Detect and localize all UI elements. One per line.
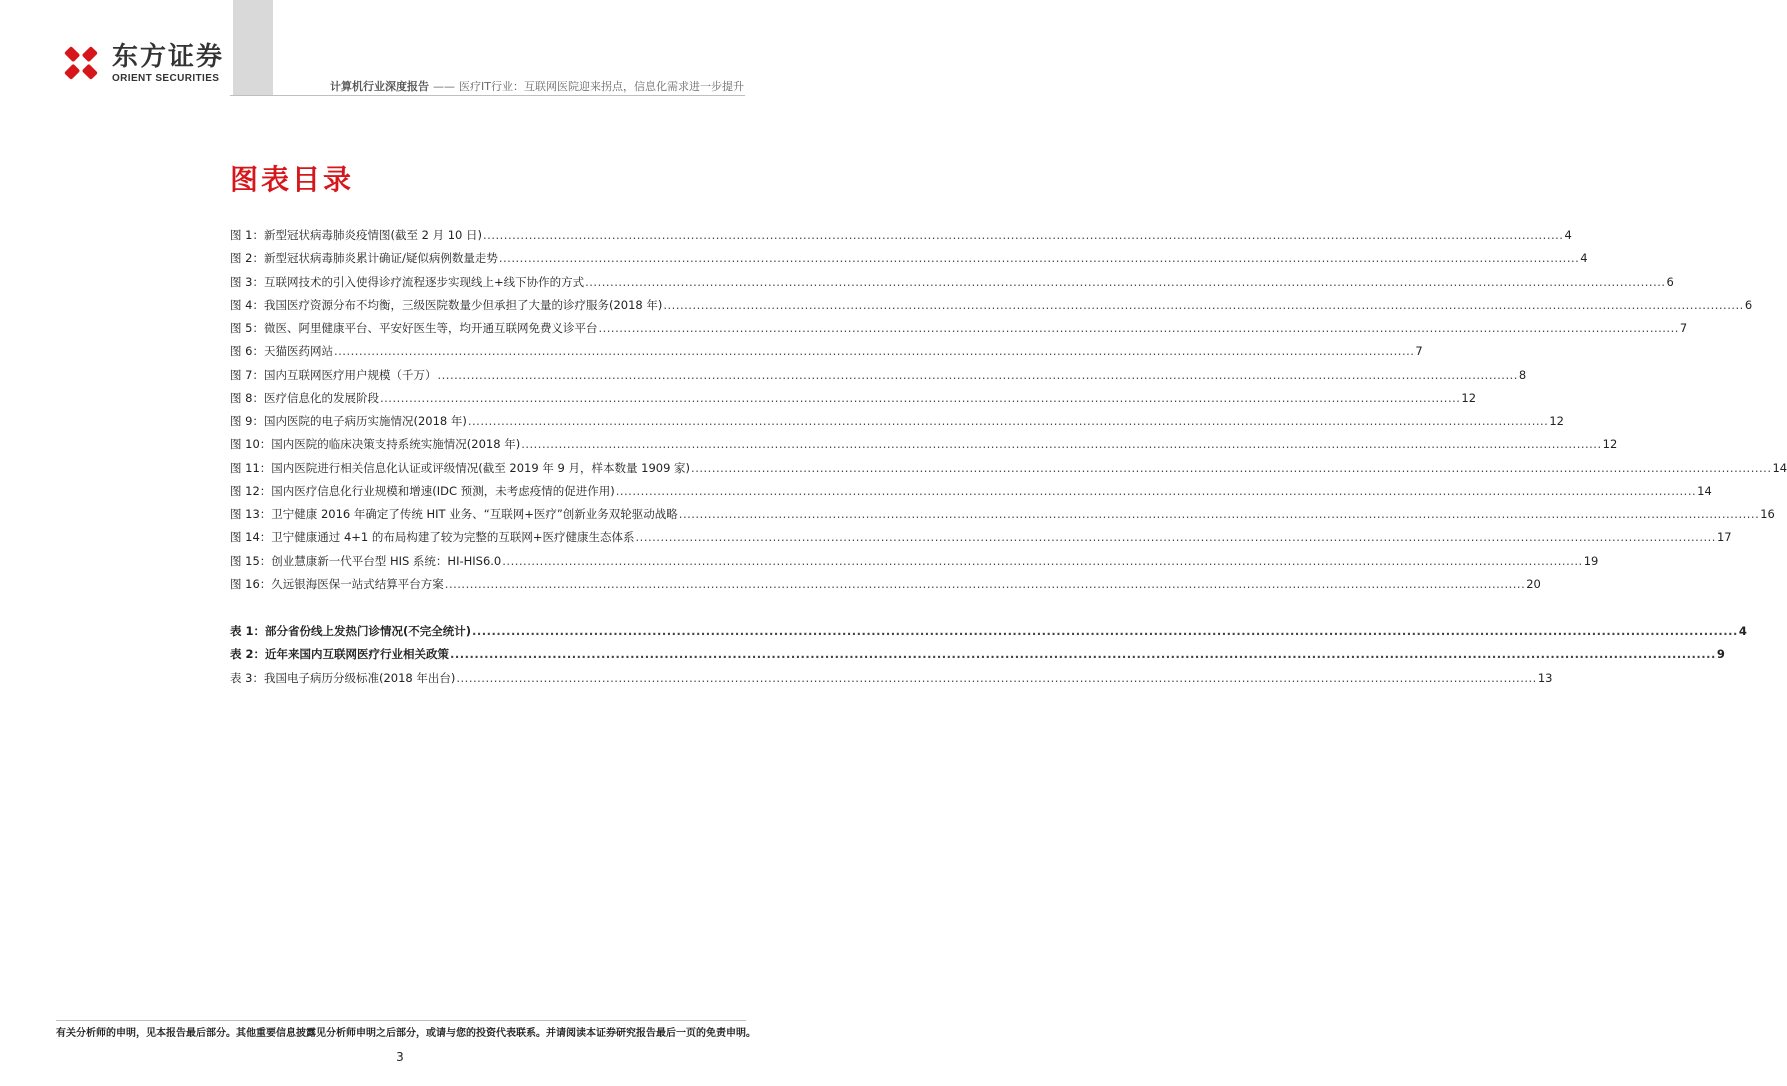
toc-entry-page: 14 [1772, 460, 1787, 475]
toc-entry-page: 9 [1716, 647, 1725, 662]
toc-leader-dots: .................................................................................................................................................................................................................................................................... [467, 414, 1549, 428]
table-list [230, 620, 1747, 690]
toc-entry[interactable] [230, 294, 1753, 317]
toc-entry[interactable] [230, 526, 1732, 549]
toc-entry-page: 7 [1679, 321, 1688, 335]
toc-entry-label: 图 10：国内医院的临床决策支持系统实施情况(2018 年) [230, 437, 521, 452]
toc-entry-page: 12 [1602, 437, 1618, 452]
report-header [330, 78, 744, 94]
toc-entry-label: 图 13：卫宁健康 2016 年确定了传统 HIT 业务、“互联网+医疗”创新业务双轮驱动战略 [230, 507, 678, 521]
toc-entry-label: 图 16：久远银海医保一站式结算平台方案 [230, 576, 444, 591]
toc-entry-label: 表 1：部分省份线上发热门诊情况(不完全统计) [230, 624, 472, 638]
toc-leader-dots: .................................................................................................................................................................................................................................................................... [615, 483, 1697, 498]
toc-leader-dots: .................................................................................................................................................................................................................................................................... [437, 367, 1518, 382]
toc-entry-page: 12 [1461, 390, 1477, 405]
toc-leader-dots: .................................................................................................................................................................................................................................................................... [450, 647, 1716, 662]
toc-entry-page: 13 [1537, 670, 1553, 685]
toc-entry[interactable] [230, 340, 1423, 363]
toc-entry-page: 16 [1760, 507, 1775, 521]
page-number: 3 [396, 1050, 404, 1064]
toc-entry[interactable] [230, 317, 1688, 340]
toc-entry[interactable] [230, 620, 1747, 643]
toc-entry-label: 图 4：我国医疗资源分布不均衡，三级医院数量少但承担了大量的诊疗服务(2018 年) [230, 297, 663, 312]
toc-leader-dots: .................................................................................................................................................................................................................................................................... [691, 460, 1772, 475]
toc-entry[interactable] [230, 387, 1477, 410]
toc-leader-dots: .................................................................................................................................................................................................................................................................... [379, 390, 1461, 405]
toc-entry-label: 图 2：新型冠状病毒肺炎累计确证/疑似病例数量走势 [230, 251, 498, 266]
toc-entry[interactable] [230, 457, 1787, 480]
toc-leader-dots: .................................................................................................................................................................................................................................................................... [498, 251, 1580, 266]
toc-entry-label: 图 3：互联网技术的引入使得诊疗流程逐步实现线上+线下协作的方式 [230, 274, 585, 289]
toc-leader-dots: .................................................................................................................................................................................................................................................................... [333, 344, 1415, 359]
header-rule [230, 95, 745, 96]
toc-entry-page: 8 [1518, 367, 1527, 382]
toc-entry[interactable] [230, 433, 1618, 456]
list-gap [230, 596, 742, 620]
report-type: 计算机行业深度报告 [330, 80, 430, 93]
toc-leader-dots: .................................................................................................................................................................................................................................................................... [663, 297, 1744, 312]
toc-entry[interactable] [230, 364, 1527, 387]
toc-entry-page: 20 [1526, 576, 1541, 591]
toc-entry[interactable] [230, 410, 1564, 433]
figure-list [230, 224, 1787, 596]
footer-rule [56, 1020, 746, 1021]
toc-leader-dots: .................................................................................................................................................................................................................................................................... [472, 624, 1738, 638]
page-title: 图表目录 [230, 163, 355, 196]
footer-disclaimer: 有关分析师的申明，见本报告最后部分。其他重要信息披露见分析师申明之后部分，或请与您的投资代表联系。并请阅读本证券研究报告最后一页的免责申明。 [56, 1028, 756, 1039]
toc-entry-page: 6 [1666, 274, 1674, 289]
toc-leader-dots: .................................................................................................................................................................................................................................................................... [444, 576, 1526, 591]
toc-leader-dots: .................................................................................................................................................................................................................................................................... [521, 437, 1602, 452]
toc-entry-label: 图 8：医疗信息化的发展阶段 [230, 390, 379, 405]
toc-leader-dots: .................................................................................................................................................................................................................................................................... [483, 228, 1564, 242]
toc-entry[interactable] [230, 550, 1599, 573]
toc-entry-page: 14 [1697, 483, 1712, 498]
orient-logo-icon [58, 40, 104, 86]
header-separator: —— [433, 80, 456, 93]
figure-table-index [230, 224, 1787, 690]
toc-entry[interactable] [230, 643, 1725, 666]
toc-entry-page: 6 [1744, 297, 1753, 312]
toc-entry-label: 图 7：国内互联网医疗用户规模（千万） [230, 367, 437, 382]
toc-entry-page: 4 [1738, 624, 1747, 638]
toc-leader-dots: .................................................................................................................................................................................................................................................................... [635, 530, 1716, 545]
logo-name-en: ORIENT SECURITIES [112, 73, 220, 84]
toc-leader-dots: .................................................................................................................................................................................................................................................................... [678, 507, 1760, 521]
toc-entry-label: 图 6：天猫医药网站 [230, 344, 333, 359]
toc-entry-label: 图 15：创业慧康新一代平台型 HIS 系统：HI-HIS6.0 [230, 553, 502, 568]
toc-entry-label: 图 11：国内医院进行相关信息化认证或评级情况(截至 2019 年 9 月，样本数量 1909 家) [230, 460, 691, 475]
toc-entry[interactable] [230, 224, 1572, 247]
toc-entry[interactable] [230, 480, 1712, 503]
toc-entry-label: 表 2：近年来国内互联网医疗行业相关政策 [230, 647, 450, 662]
logo-name-cn: 东方证券 [112, 42, 225, 72]
toc-entry-label: 表 3：我国电子病历分级标准(2018 年出台) [230, 670, 456, 685]
toc-entry-page: 7 [1415, 344, 1423, 359]
toc-entry-page: 4 [1580, 251, 1588, 266]
toc-leader-dots: .................................................................................................................................................................................................................................................................... [456, 670, 1537, 685]
toc-entry-page: 12 [1549, 414, 1564, 428]
company-logo [58, 40, 248, 90]
toc-entry-page: 4 [1564, 228, 1572, 242]
report-subtitle: 医疗IT行业：互联网医院迎来拐点，信息化需求进一步提升 [459, 80, 744, 93]
toc-entry-label: 图 9：国内医院的电子病历实施情况(2018 年) [230, 414, 467, 428]
toc-entry-page: 19 [1583, 553, 1599, 568]
toc-entry-label: 图 5：微医、阿里健康平台、平安好医生等，均开通互联网免费义诊平台 [230, 321, 598, 335]
toc-entry[interactable] [230, 573, 1541, 596]
toc-entry[interactable] [230, 271, 1674, 294]
toc-entry-label: 图 1：新型冠状病毒肺炎疫情图(截至 2 月 10 日) [230, 228, 483, 242]
toc-entry[interactable] [230, 503, 1775, 526]
toc-entry-page: 17 [1716, 530, 1732, 545]
toc-entry[interactable] [230, 247, 1588, 270]
toc-entry[interactable] [230, 667, 1553, 690]
toc-leader-dots: .................................................................................................................................................................................................................................................................... [585, 274, 1666, 289]
toc-entry-label: 图 14：卫宁健康通过 4+1 的布局构建了较为完整的互联网+医疗健康生态体系 [230, 530, 635, 545]
toc-entry-label: 图 12：国内医疗信息化行业规模和增速(IDC 预测，未考虑疫情的促进作用) [230, 483, 615, 498]
toc-leader-dots: .................................................................................................................................................................................................................................................................... [598, 321, 1679, 335]
toc-leader-dots: .................................................................................................................................................................................................................................................................... [502, 553, 1583, 568]
